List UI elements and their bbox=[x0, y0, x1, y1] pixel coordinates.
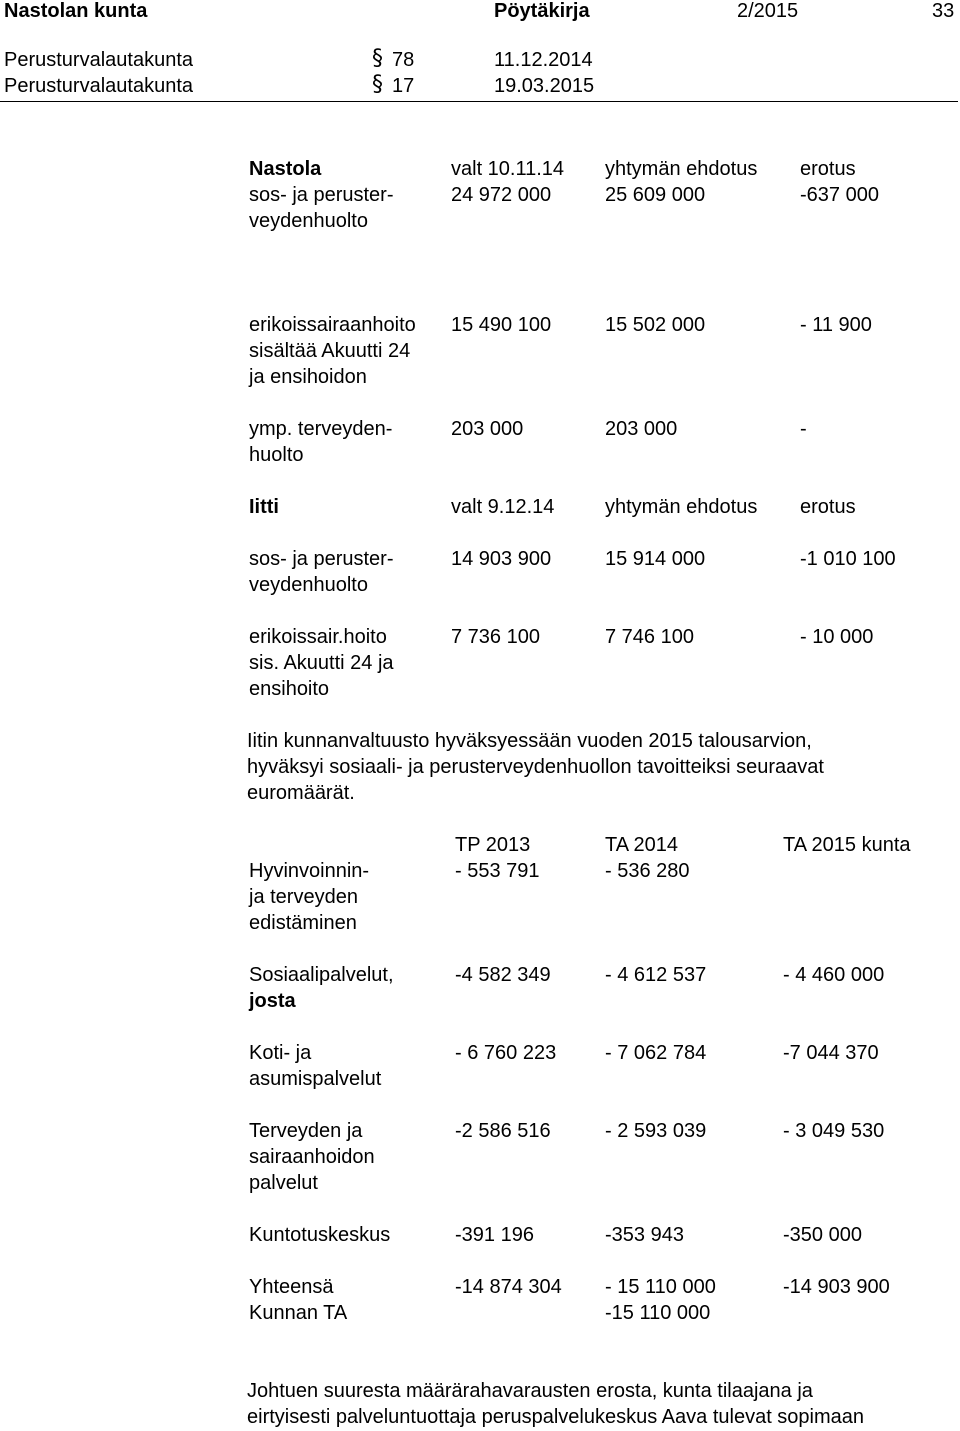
budget-row-value: -350 000 bbox=[783, 1224, 862, 1246]
budget-row-value: - 7 062 784 bbox=[605, 1042, 707, 1064]
nastola-row-value: -637 000 bbox=[800, 184, 879, 206]
iitti-row-label: sos- ja peruster- veydenhuolto bbox=[249, 548, 394, 596]
nastola-row-value: 24 972 000 bbox=[451, 184, 552, 206]
budget-row-label: Hyvinvoinnin- ja terveyden edistäminen bbox=[249, 860, 370, 934]
budget-row-value: - 536 280 bbox=[605, 860, 690, 882]
iitti-row-value: 15 914 000 bbox=[605, 548, 706, 570]
ref-number-1: 78 bbox=[392, 49, 415, 71]
budget-row-label: Yhteensä Kunnan TA bbox=[249, 1276, 348, 1324]
nastola-row-value: 203 000 bbox=[605, 418, 678, 440]
nastola-col3-header: erotus bbox=[800, 158, 856, 180]
budget-row-value: -353 943 bbox=[605, 1224, 684, 1246]
iitti-row-value: 14 903 900 bbox=[451, 548, 552, 570]
budget-col1-header: TP 2013 bbox=[455, 834, 531, 856]
iitti-row-label: erikoissair.hoito sis. Akuutti 24 ja ensihoito bbox=[249, 626, 394, 700]
budget-row-value: -391 196 bbox=[455, 1224, 534, 1246]
nastola-row-label: erikoissairaanhoito sisältää Akuutti 24 ja ensihoidon bbox=[249, 314, 416, 388]
nastola-row-label: sos- ja peruster- veydenhuolto bbox=[249, 184, 394, 232]
budget-row-value: -4 582 349 bbox=[455, 964, 551, 986]
section-symbol-2: § bbox=[372, 72, 383, 97]
budget-row-value: - 4 612 537 bbox=[605, 964, 707, 986]
budget-row-value: -7 044 370 bbox=[783, 1042, 879, 1064]
iitti-col2-header: yhtymän ehdotus bbox=[605, 496, 758, 518]
nastola-row-value: 25 609 000 bbox=[605, 184, 706, 206]
section-symbol-1: § bbox=[372, 46, 383, 71]
org-name: Nastolan kunta bbox=[4, 0, 148, 22]
iitti-col3-header: erotus bbox=[800, 496, 856, 518]
iitti-col1-header: valt 9.12.14 bbox=[451, 496, 555, 518]
nastola-row-value: - bbox=[800, 418, 807, 440]
doc-type: Pöytäkirja bbox=[494, 0, 590, 22]
ref-number-2: 17 bbox=[392, 75, 415, 97]
budget-row-value: - 3 049 530 bbox=[783, 1120, 885, 1142]
nastola-row-value: - 11 900 bbox=[800, 314, 872, 336]
nastola-heading: Nastola bbox=[249, 158, 322, 180]
budget-row-label: Sosiaalipalvelut, josta bbox=[249, 964, 394, 1012]
budget-col3-header: TA 2015 kunta bbox=[783, 834, 911, 856]
budget-col2-header: TA 2014 bbox=[605, 834, 679, 856]
doc-number: 2/2015 bbox=[737, 0, 799, 22]
nastola-row-value: 203 000 bbox=[451, 418, 524, 440]
ref-date-2: 19.03.2015 bbox=[494, 75, 595, 97]
iitti-row-value: 7 746 100 bbox=[605, 626, 694, 648]
budget-row-value: - 2 593 039 bbox=[605, 1120, 707, 1142]
iitti-row-value: - 10 000 bbox=[800, 626, 874, 648]
budget-row-value: -14 903 900 bbox=[783, 1276, 890, 1298]
budget-row-value: - 6 760 223 bbox=[455, 1042, 557, 1064]
page-number: 33 bbox=[932, 0, 955, 22]
iitti-row-value: 7 736 100 bbox=[451, 626, 540, 648]
iitti-row-value: -1 010 100 bbox=[800, 548, 896, 570]
budget-row-value: -14 874 304 bbox=[455, 1276, 562, 1298]
ref-body-1: Perusturvalautakunta bbox=[4, 49, 194, 71]
nastola-row-label: ymp. terveyden- huolto bbox=[249, 418, 393, 466]
budget-row-value: -2 586 516 bbox=[455, 1120, 551, 1142]
budget-row-label: Terveyden ja sairaanhoidon palvelut bbox=[249, 1120, 375, 1194]
budget-row-label: Kuntotuskeskus bbox=[249, 1224, 391, 1246]
nastola-row-value: 15 490 100 bbox=[451, 314, 552, 336]
nastola-col1-header: valt 10.11.14 bbox=[451, 158, 565, 180]
closing-text: Johtuen suuresta määrärahavarausten erosta, kunta tilaajana ja eirtyisesti palveluntuottaja peruspalvelukeskus Aava tulevat sopimaan bbox=[247, 1380, 865, 1428]
budget-row-value: - 4 460 000 bbox=[783, 964, 885, 986]
iitti-heading: Iitti bbox=[249, 496, 279, 518]
budget-row-value: - 15 110 000 -15 110 000 bbox=[605, 1276, 716, 1324]
nastola-col2-header: yhtymän ehdotus bbox=[605, 158, 758, 180]
budget-row-label: Koti- ja asumispalvelut bbox=[249, 1042, 382, 1090]
ref-date-1: 11.12.2014 bbox=[494, 49, 593, 71]
budget-row-value: - 553 791 bbox=[455, 860, 540, 882]
header-divider bbox=[0, 101, 958, 102]
iitti-council-text: Iitin kunnanvaltuusto hyväksyessään vuoden 2015 talousarvion, hyväksyi sosiaali- ja perusterveydenhuollon tavoitteiksi seuraavat euromäärät. bbox=[247, 730, 824, 804]
ref-body-2: Perusturvalautakunta bbox=[4, 75, 194, 97]
nastola-row-value: 15 502 000 bbox=[605, 314, 706, 336]
